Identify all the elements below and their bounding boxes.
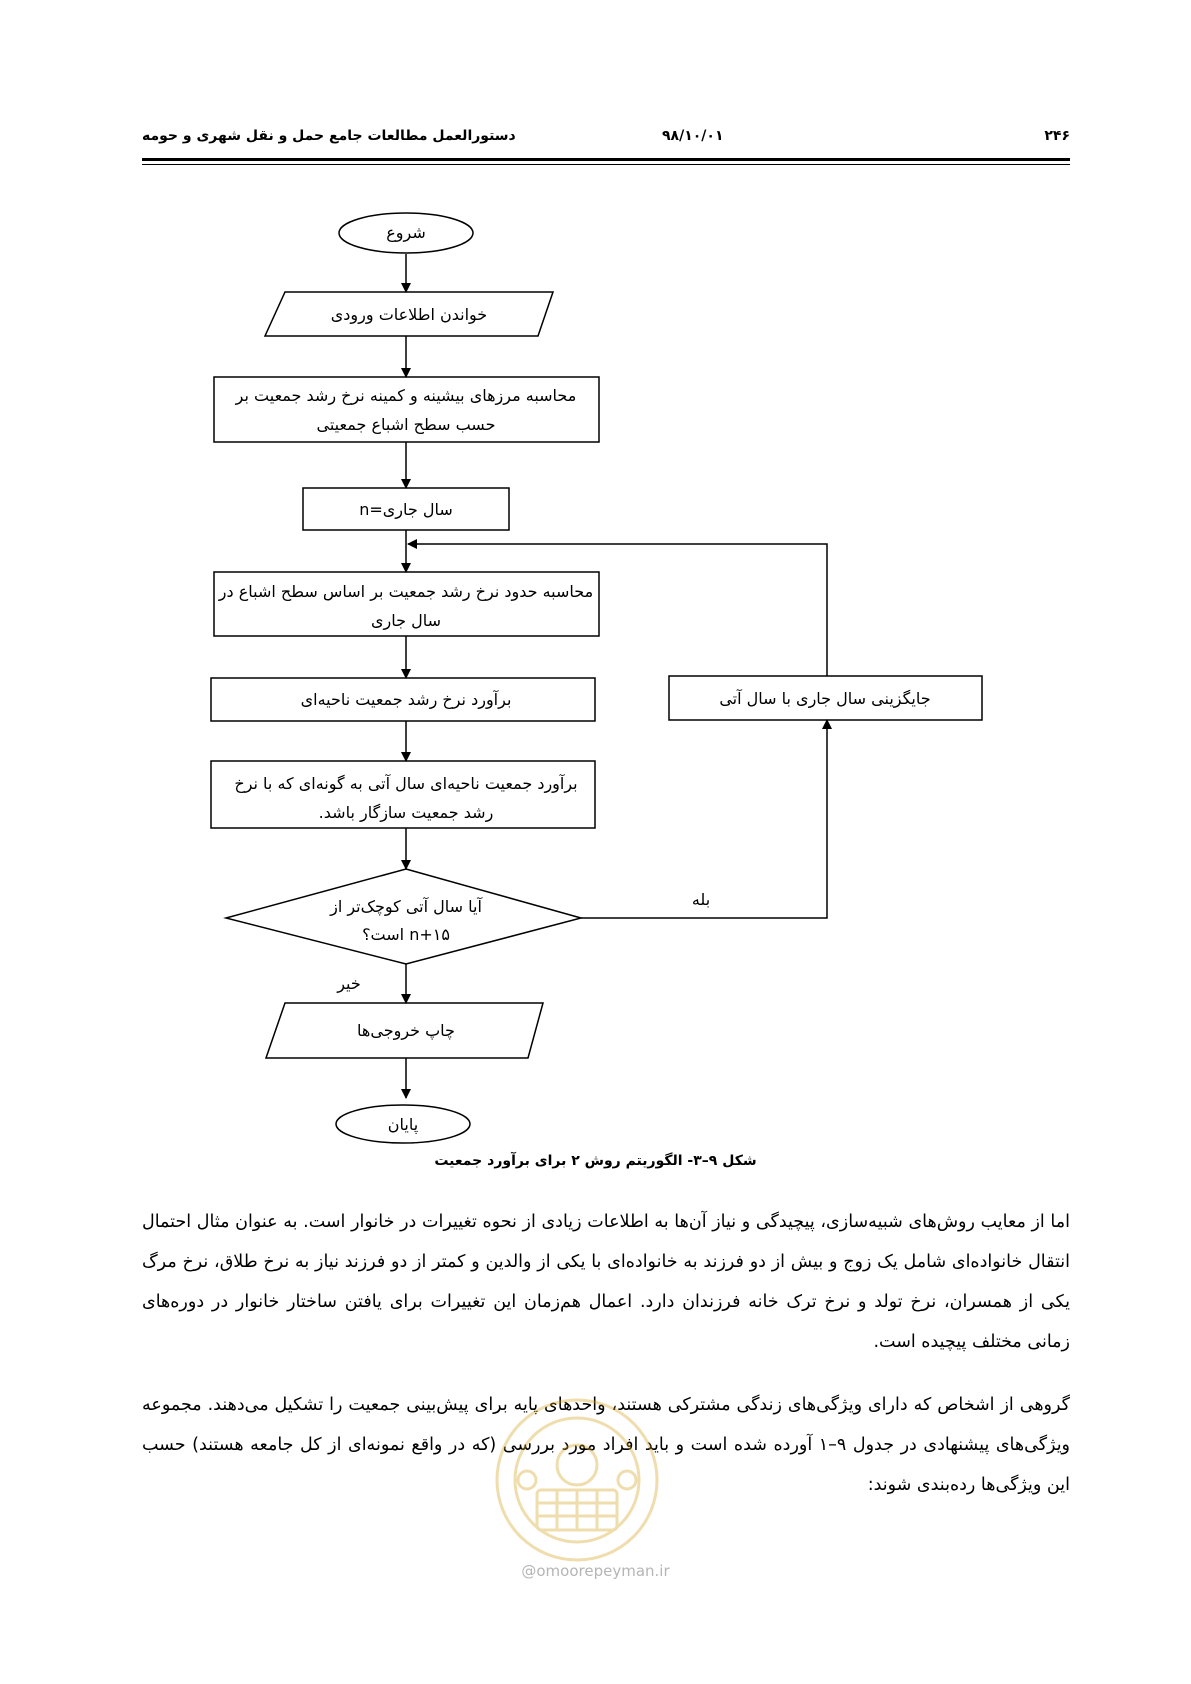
decision-diamond (226, 869, 581, 964)
watermark-url-text: omoorepeyman.ir (536, 1562, 670, 1580)
read-input-label: خواندن اطلاعات ورودی (330, 305, 488, 324)
calc-bounds-label-2: حسب سطح اشباع جمعیتی (316, 415, 496, 434)
start-label: شروع (386, 223, 426, 242)
decision-label-2: n+۱۵ است؟ (362, 925, 450, 944)
calc-bounds-label-1: محاسبه مرزهای بیشینه و کمینه نرخ رشد جمعیت بر (235, 386, 577, 405)
watermark-url: @omoorepeyman.ir (521, 1562, 670, 1580)
replace-year-label: جایگزینی سال جاری با سال آتی (719, 689, 931, 708)
end-label: پایان (387, 1115, 419, 1134)
paragraph-1: اما از معایب روش‌های شبیه‌سازی، پیچیدگی و نیاز آن‌ها به اطلاعات زیادی از نحوه تغییرات در خانوار است. به عنوان مثال احتمال انتقال خانواده‌ای شامل یک زوج و بیش از دو فرزند به خانواده‌ای با یکی از والدین و کمتر از دو فرزند نیاز به نرخ طلاق، نرخ مرگ یکی از همسران، نرخ تولد و نرخ ترک خانه فرزندان دارد. اعمال هم‌زمان این تغییرات برای یافتن ساختار خانوار در دوره‌های زمانی مختلف پیچیده است. (142, 1212, 1070, 1352)
estimate-next-label-2: رشد جمعیت سازگار باشد. (318, 803, 494, 822)
decision-label-1: آیا سال آتی کوچک‌تر از (330, 897, 482, 916)
header-date: ۹۸/۱۰/۰۱ (662, 128, 724, 144)
page-number: ۲۴۶ (1044, 128, 1070, 144)
estimate-next-label-1: برآورد جمعیت ناحیه‌ای سال آتی به گونه‌ای که با نرخ (234, 774, 578, 793)
regional-rate-label: برآورد نرخ رشد جمعیت ناحیه‌ای (300, 690, 512, 709)
figure-caption: شکل ۹–۳- الگوریتم روش ۲ برای برآورد جمعیت (434, 1153, 757, 1169)
current-year-label: سال جاری=n (359, 500, 453, 519)
watermark-stamp (492, 1395, 662, 1565)
calc-limits-label-2: سال جاری (370, 611, 442, 630)
yes-label: بله (691, 890, 711, 909)
header-title: دستورالعمل مطالعات جامع حمل و نقل شهری و حومه (142, 128, 516, 144)
calc-limits-label-1: محاسبه حدود نرخ رشد جمعیت بر اساس سطح اشباع در (218, 582, 594, 601)
print-output-label: چاپ خروجی‌ها (357, 1021, 455, 1040)
arrow-loop-back (408, 544, 827, 676)
paragraph-2: گروهی از اشخاص که دارای ویژگی‌های زندگی مشترکی هستند، واحدهای پایه برای پیش‌بینی جمعیت را تشکیل می‌دهند. مجموعه ویژگی‌های پیشنهادی در جدول ۹–۱ آورده شده است و باید افراد مورد بررسی (که در واقع نمونه‌ای از کل جامعه هستند) حسب این ویژگی‌ها رده‌بندی شوند: (142, 1395, 1071, 1495)
no-label: خیر (337, 974, 361, 993)
arrow-decision-yes (581, 720, 827, 918)
